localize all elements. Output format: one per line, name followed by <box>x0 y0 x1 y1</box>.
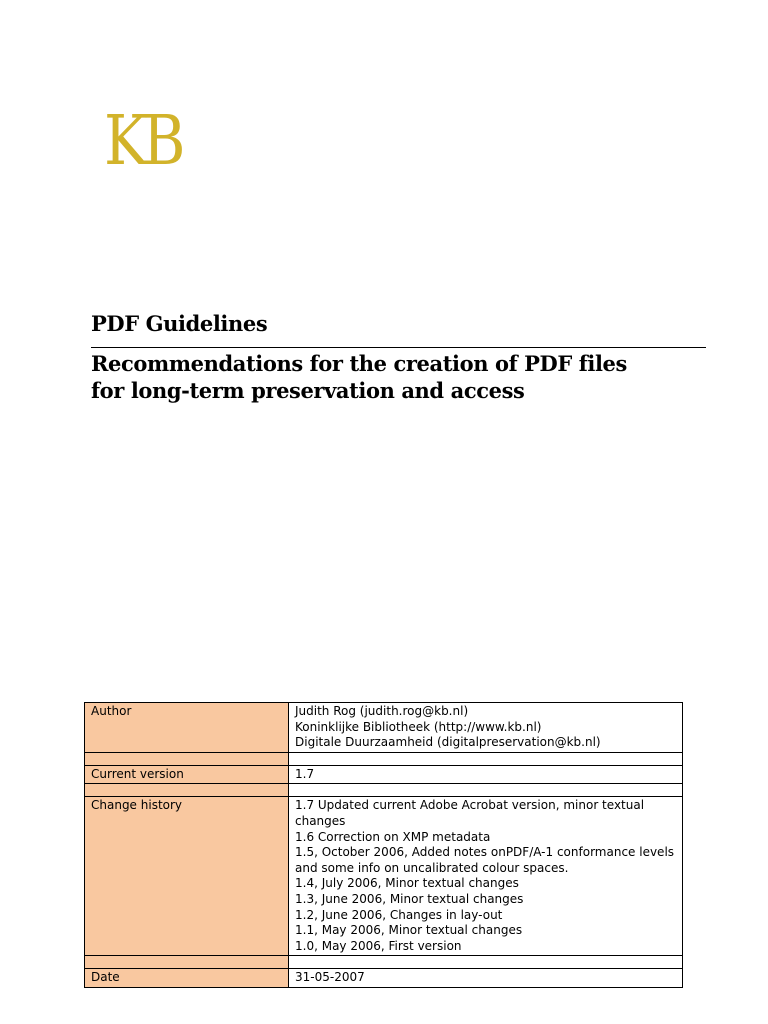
empty-value-cell <box>289 752 683 765</box>
author-value <box>289 703 683 753</box>
author-name: Judith Rog (judith.rog@kb.nl) <box>295 704 469 718</box>
table-row-empty <box>85 752 683 765</box>
change-history-label: Change history <box>85 797 289 956</box>
document-subtitle <box>91 350 706 404</box>
change-history-entry: 1.3, June 2006, Minor textual changes <box>295 891 524 906</box>
current-version-value: 1.7 <box>289 765 683 784</box>
author-label: Author <box>85 703 289 753</box>
empty-value-cell <box>289 956 683 969</box>
date-value: 31-05-2007 <box>289 969 683 988</box>
kb-logo: KB <box>104 102 181 181</box>
table-row-empty <box>85 784 683 797</box>
change-history-entry: 1.4, July 2006, Minor textual changes <box>295 876 519 891</box>
table-row-current-version <box>85 765 683 784</box>
change-history-entry: 1.5, October 2006, Added notes onPDF/A-1 conformance levels and some info on uncalibrated colour spaces. <box>295 845 675 875</box>
empty-label-cell <box>85 752 289 765</box>
table-row-date <box>85 969 683 988</box>
author-organization: Koninklijke Bibliotheek (http://www.kb.nl) <box>295 719 542 734</box>
change-history-entry: 1.7 Updated current Adobe Acrobat version, minor textual changes <box>295 798 645 828</box>
change-history-entry: 1.2, June 2006, Changes in lay-out <box>295 907 503 922</box>
change-history-value <box>289 797 683 956</box>
title-divider <box>91 347 706 348</box>
change-history-entry: 1.6 Correction on XMP metadata <box>295 829 491 844</box>
change-history-entry: 1.0, May 2006, First version <box>295 938 462 953</box>
document-title: PDF Guidelines <box>91 311 268 336</box>
document-info-table <box>84 702 683 988</box>
empty-value-cell <box>289 784 683 797</box>
subtitle-line-1: Recommendations for the creation of PDF files <box>91 351 627 376</box>
subtitle-line-2: for long-term preservation and access <box>91 378 525 403</box>
table-row-change-history <box>85 797 683 956</box>
date-label: Date <box>85 969 289 988</box>
empty-label-cell <box>85 784 289 797</box>
table-row-empty <box>85 956 683 969</box>
author-department: Digitale Duurzaamheid (digitalpreservation@kb.nl) <box>295 735 601 750</box>
table-row-author <box>85 703 683 753</box>
change-history-entry: 1.1, May 2006, Minor textual changes <box>295 923 523 938</box>
empty-label-cell <box>85 956 289 969</box>
current-version-label: Current version <box>85 765 289 784</box>
